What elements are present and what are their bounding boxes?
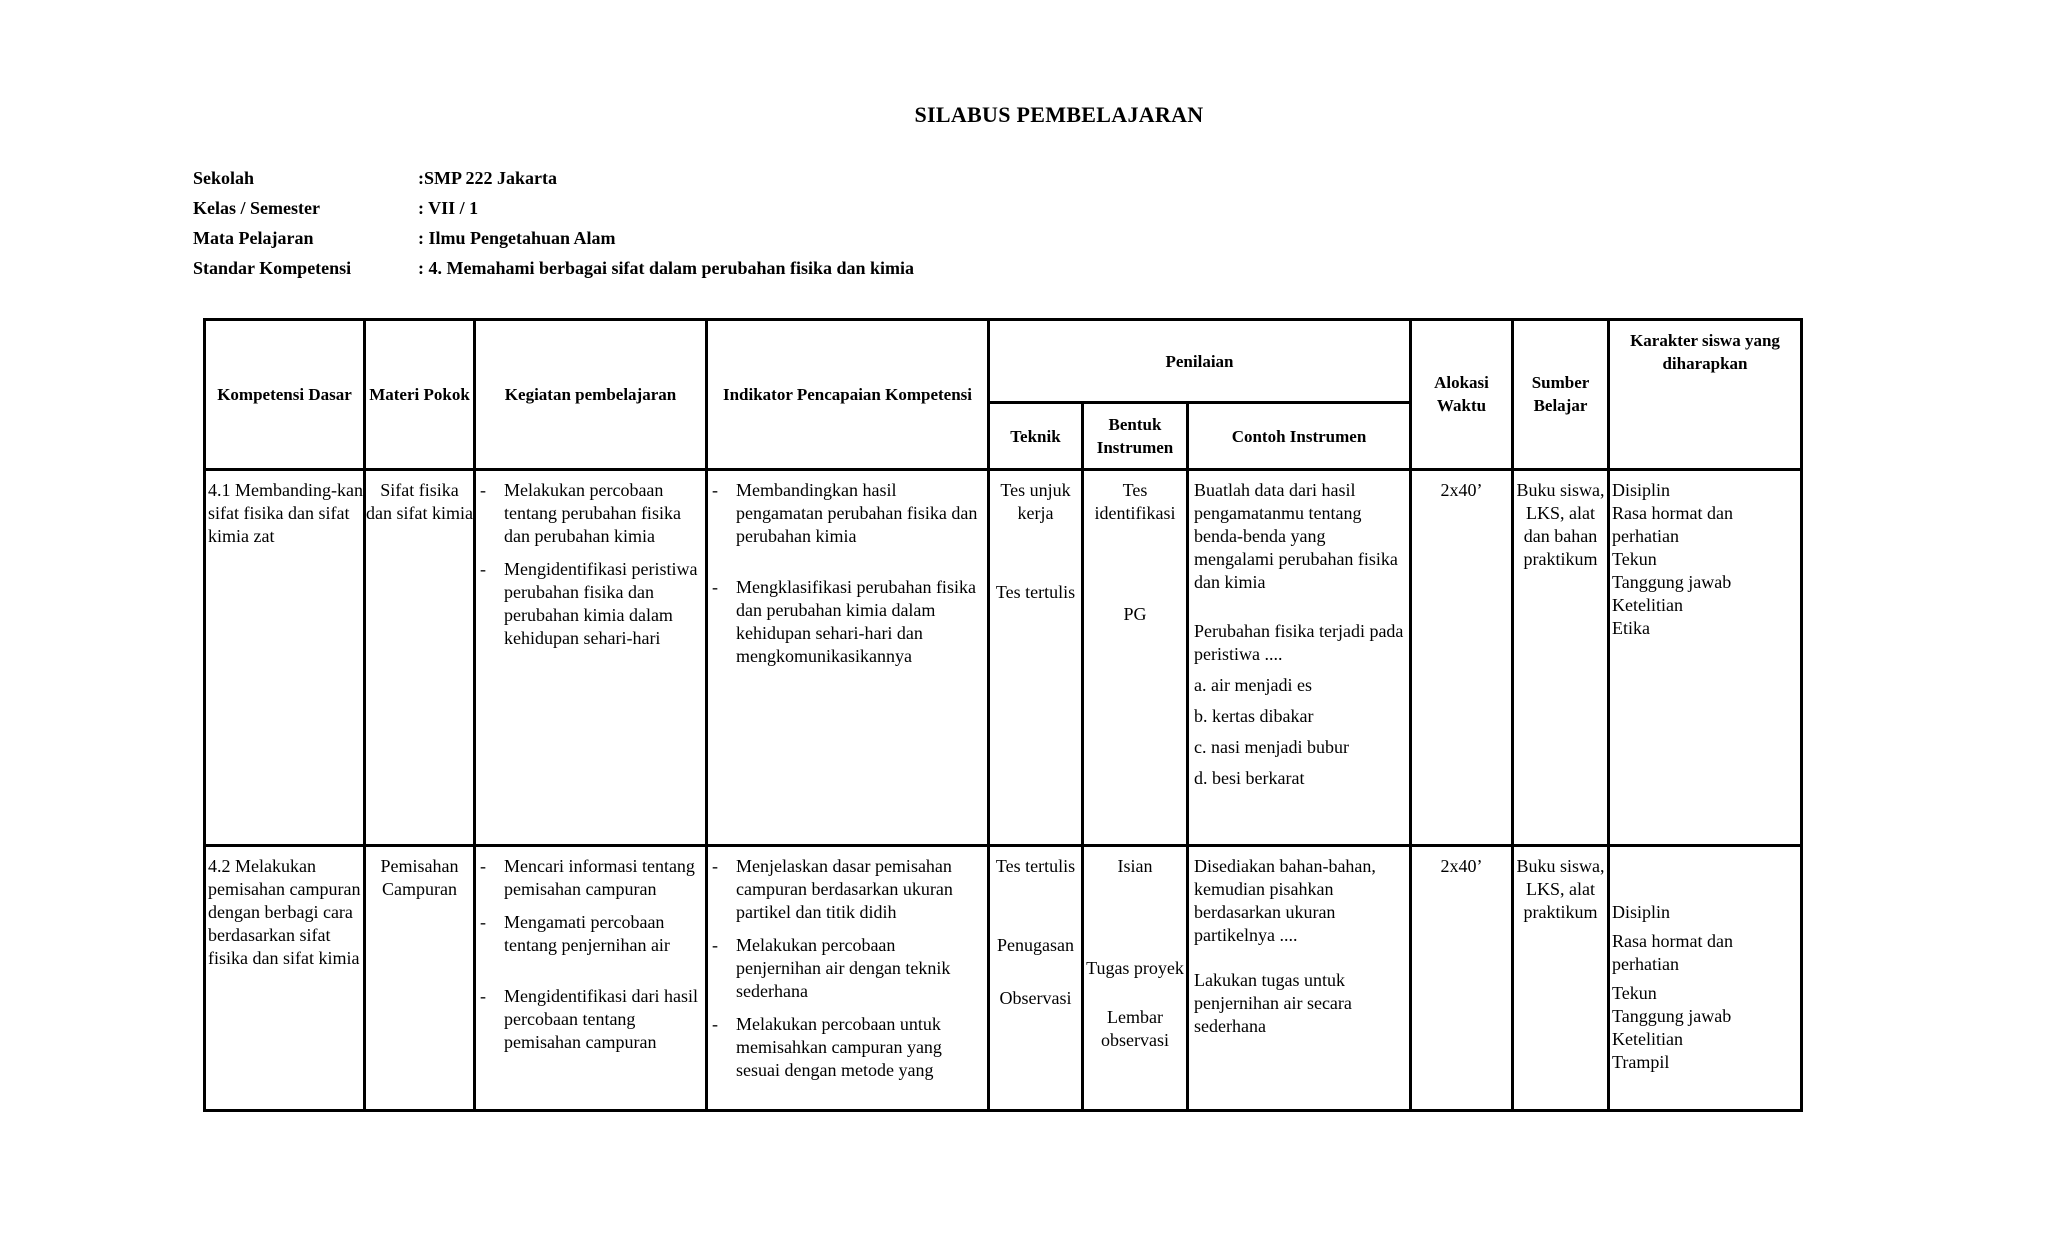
bentuk-item: PG	[1123, 603, 1147, 624]
cell-teknik	[989, 846, 1083, 1111]
page-title: SILABUS PEMBELAJARAN	[914, 102, 1204, 127]
karakter-item: Disiplin	[1612, 902, 1671, 923]
list-item: - Membandingkan hasil pengamatan perubahan fisika dan perubahan kimia	[736, 479, 983, 548]
cell-kegiatan	[475, 846, 707, 1111]
cell-teknik	[989, 469, 1083, 846]
info-value: : VII / 1	[418, 198, 479, 218]
contoh-item: Perubahan fisika terjadi pada peristiwa ....	[1194, 620, 1404, 664]
list-item: - Mengamati percobaan tentang penjernihan air	[504, 911, 701, 957]
header-alokasi: Alokasi Waktu	[1411, 320, 1513, 470]
karakter-item: Trampil	[1612, 1052, 1670, 1073]
cell-indikator	[707, 469, 989, 846]
teknik-item: Tes tertulis	[995, 856, 1076, 877]
teknik-item: Observasi	[999, 988, 1072, 1009]
info-value: : 4. Memahami berbagai sifat dalam perubahan fisika dan kimia	[418, 258, 915, 278]
header-bentuk: Bentuk Instrumen	[1083, 403, 1188, 469]
teknik-item: Penugasan	[997, 935, 1074, 956]
karakter-item: Ketelitian	[1612, 594, 1683, 615]
info-value: : Ilmu Pengetahuan Alam	[418, 228, 616, 248]
bentuk-item: Lembar observasi	[1101, 1007, 1169, 1051]
karakter-item: Rasa hormat dan perhatian	[1612, 931, 1733, 975]
list-item: - Mengidentifikasi peristiwa perubahan fisika dan perubahan kimia dalam kehidupan sehari-hari	[504, 558, 701, 650]
list-item: - Melakukan percobaan tentang perubahan fisika dan perubahan kimia	[504, 479, 701, 548]
list-item: - Menjelaskan dasar pemisahan campuran berdasarkan ukuran partikel dan titik didih	[736, 855, 983, 924]
karakter-item: Rasa hormat dan perhatian	[1612, 502, 1733, 546]
teknik-item: Tes tertulis	[995, 581, 1076, 602]
syllabus-table	[203, 318, 1803, 1112]
info-row-mapel	[193, 228, 914, 258]
header-sumber: Sumber Belajar	[1513, 320, 1609, 470]
cell-contoh	[1188, 469, 1411, 846]
cell-kompetensi-dasar: 4.2 Melakukan pemisahan campuran dengan berbagi cara berdasarkan sifat fisika dan sifat kimia	[205, 846, 365, 1111]
info-row-sekolah	[193, 168, 914, 198]
cell-bentuk	[1083, 469, 1188, 846]
cell-sumber: Buku siswa, LKS, alat praktikum	[1513, 846, 1609, 1111]
info-row-kelas	[193, 198, 914, 228]
header-kegiatan: Kegiatan pembelajaran	[475, 320, 707, 470]
header-contoh: Contoh Instrumen	[1188, 403, 1411, 469]
cell-kompetensi-dasar: 4.1 Membanding-kan sifat fisika dan sifat kimia zat	[205, 469, 365, 846]
contoh-option: d. besi berkarat	[1194, 767, 1305, 788]
cell-materi-pokok: Sifat fisika dan sifat kimia	[365, 469, 475, 846]
list-item: - Mengklasifikasi perubahan fisika dan perubahan kimia dalam kehidupan sehari-hari dan mengkomunikasikannya	[736, 576, 983, 668]
cell-karakter	[1609, 846, 1802, 1111]
list-item: - Mengidentifikasi dari hasil percobaan tentang pemisahan campuran	[504, 985, 701, 1054]
cell-sumber: Buku siswa, LKS, alat dan bahan praktikum	[1513, 469, 1609, 846]
info-row-sk	[193, 258, 914, 288]
teknik-item: Tes unjuk kerja	[1000, 479, 1071, 523]
contoh-item: Lakukan tugas untuk penjernihan air secara sederhana	[1194, 970, 1352, 1037]
cell-materi-pokok: Pemisahan Campuran	[365, 846, 475, 1111]
contoh-option: c. nasi menjadi bubur	[1194, 736, 1349, 757]
info-value: :SMP 222 Jakarta	[418, 168, 557, 188]
info-label: Sekolah	[193, 168, 255, 188]
karakter-item: Tekun	[1612, 983, 1657, 1004]
bentuk-item: Tes identifikasi	[1094, 479, 1176, 523]
list-item: - Melakukan percobaan untuk memisahkan campuran yang sesuai dengan metode yang	[736, 1013, 983, 1082]
info-label: Mata Pelajaran	[193, 228, 314, 248]
header-row	[205, 320, 1802, 403]
karakter-item: Tekun	[1612, 548, 1657, 569]
header-kompetensi-dasar: Kompetensi Dasar	[205, 320, 365, 470]
karakter-item: Disiplin	[1612, 479, 1671, 500]
karakter-item: Tanggung jawab	[1612, 571, 1732, 592]
table-row	[205, 846, 1802, 1111]
header-penilaian: Penilaian	[989, 320, 1411, 403]
identity-block	[193, 168, 914, 288]
karakter-item: Ketelitian	[1612, 1029, 1683, 1050]
bentuk-item: Tugas proyek	[1086, 958, 1184, 979]
list-item: - Melakukan percobaan penjernihan air dengan teknik sederhana	[736, 934, 983, 1003]
cell-contoh	[1188, 846, 1411, 1111]
header-teknik: Teknik	[989, 403, 1083, 469]
header-materi-pokok: Materi Pokok	[365, 320, 475, 470]
bentuk-item: Isian	[1117, 856, 1153, 877]
contoh-option: a. air menjadi es	[1194, 674, 1312, 695]
table-row	[205, 469, 1802, 846]
info-label: Kelas / Semester	[193, 198, 320, 218]
list-item: - Mencari informasi tentang pemisahan campuran	[504, 855, 701, 901]
cell-kegiatan	[475, 469, 707, 846]
cell-alokasi: 2x40’	[1411, 469, 1513, 846]
header-karakter: Karakter siswa yang diharapkan	[1609, 320, 1802, 470]
contoh-item: Disediakan bahan-bahan, kemudian pisahkan berdasarkan ukuran partikelnya ....	[1194, 856, 1376, 946]
cell-alokasi: 2x40’	[1411, 846, 1513, 1111]
cell-karakter	[1609, 469, 1802, 846]
header-indikator: Indikator Pencapaian Kompetensi	[707, 320, 989, 470]
info-label: Standar Kompetensi	[193, 258, 352, 278]
contoh-item: Buatlah data dari hasil pengamatanmu tentang benda-benda yang mengalami perubahan fisika dan kimia	[1194, 479, 1398, 592]
contoh-option: b. kertas dibakar	[1194, 705, 1314, 726]
cell-bentuk	[1083, 846, 1188, 1111]
karakter-item: Etika	[1612, 617, 1650, 638]
cell-indikator	[707, 846, 989, 1111]
karakter-item: Tanggung jawab	[1612, 1006, 1732, 1027]
